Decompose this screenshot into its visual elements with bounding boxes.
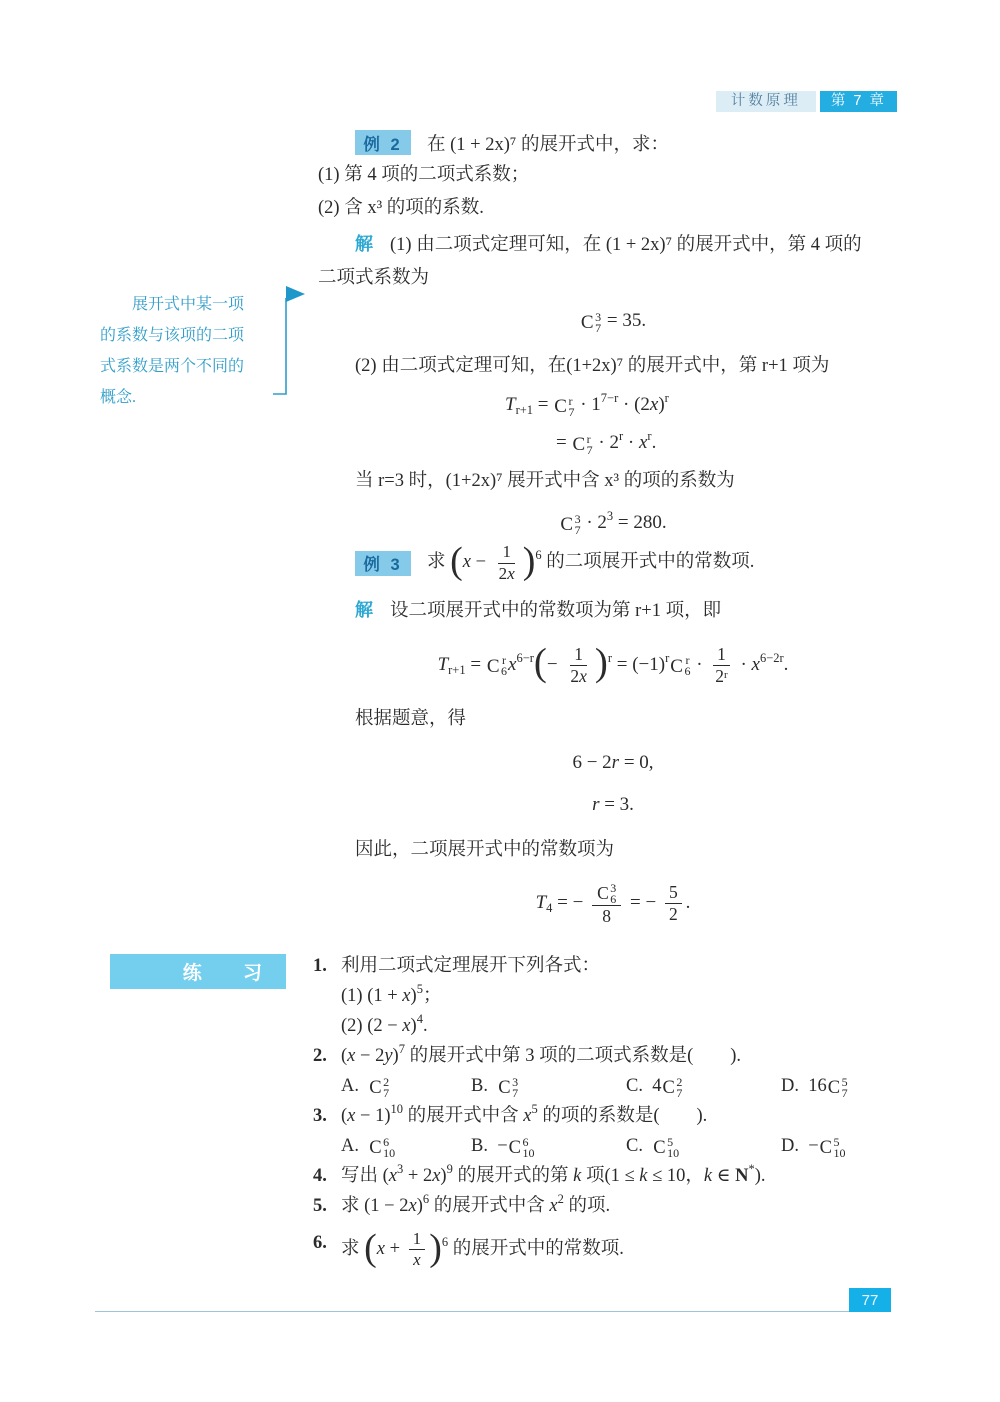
exercise-1-sub-1: [313, 982, 913, 1011]
margin-note: [100, 289, 250, 413]
example-2-intro: 在 (1 + 2x)⁷ 的展开式中，求：: [427, 134, 669, 155]
example-2-when-line: 当 r=3 时，(1+2x)⁷ 展开式中含 x³ 的项的系数为: [355, 471, 735, 491]
exercise-3: [313, 1102, 913, 1131]
solve-label: 解: [355, 600, 373, 620]
example-3-title-formula: 求 (x − $\frac{1}{2x}$ )$^6$ 的二项展开式中的常数项.: [427, 540, 755, 583]
exercise-number: 5.: [313, 1196, 327, 1216]
exercise-1-sub-2: [313, 1012, 913, 1041]
choice-a: A. C 6 10: [341, 1135, 396, 1161]
example-2-item-1: (1) 第 4 项的二项式系数；: [318, 165, 530, 185]
solve-label: 解: [355, 234, 373, 254]
example-2-part-2: (2) 由二项式定理可知，在(1+2x)⁷ 的展开式中，第 r+1 项为: [355, 356, 830, 376]
example-3-section: [318, 538, 908, 941]
exercise-1: [313, 952, 913, 981]
exercise-number: 2.: [313, 1046, 327, 1066]
exercise-2: [313, 1042, 913, 1071]
exercise-number: 1.: [313, 956, 327, 976]
exercise-text: (2) $(2 - x)^4$.: [341, 1012, 428, 1036]
choice-c: C. C 5 10: [626, 1135, 680, 1161]
exercise-text: 利用二项式定理展开下列各式：: [341, 956, 601, 976]
solution-text: (1) 由二项式定理可知，在 (1 + 2x)⁷ 的展开式中，第 4 项的: [390, 235, 862, 255]
exercise-number: 6.: [313, 1233, 327, 1253]
margin-note-text: 展开式中某一项的系数与该项的二项式系数是两个不同的概念.: [100, 296, 245, 406]
exercise-text: (1) $(1 + x)^5$；: [341, 982, 442, 1006]
exercise-text: $(x - 2y)^7$ 的展开式中第 3 项的二项式系数是( ).: [341, 1042, 742, 1066]
exercise-2-choices: [313, 1072, 913, 1101]
solution-text-continued: 二项式系数为: [318, 268, 430, 288]
page-number: 77: [849, 1288, 891, 1312]
exercise-banner: [110, 954, 286, 989]
example-2-heading: [318, 126, 908, 159]
example-3-heading: [318, 538, 908, 588]
exercise-5: [313, 1192, 913, 1221]
choice-d: D. 16 C 5 7: [781, 1075, 848, 1101]
formula-expansion-term: $T_{r+1}$ = C r 6 $x^{6-r}(-$ $\frac{1}{2x}$ )$^r = (-1)^r$ C r 6 · $\frac{1}{2^r}$ · $x^{6-2r}$.: [437, 641, 789, 686]
exercise-text: 求 (x + $\frac{1}{x}$ )$^6$ 的展开式中的常数项.: [341, 1226, 624, 1270]
choice-b: B. C 3 7: [471, 1075, 519, 1101]
choice-c: C. 4 C 2 7: [626, 1075, 683, 1101]
exercise-banner-label: 练 习: [182, 963, 280, 984]
flag-marker-icon: [272, 284, 308, 402]
example-3-label: 例 3: [355, 551, 411, 576]
solution-setup-text: 设二项展开式中的常数项为第 r+1 项，即: [390, 601, 722, 621]
formula-equation-1: 6 − 2r = 0,: [572, 751, 654, 773]
page-header: [0, 91, 897, 112]
unit-title-badge: 计数原理: [716, 91, 816, 112]
formula-general-term-line-1: $T_{r+1}$ = C r 7 · $1^{7-r} \cdot (2x)^r$: [505, 391, 669, 419]
example-3-basis-line: 根据题意，得: [355, 708, 467, 729]
example-3-conclusion-line: 因此，二项展开式中的常数项为: [355, 839, 615, 860]
exercise-number: 4.: [313, 1166, 327, 1186]
chapter-badge: 第 7 章: [820, 91, 897, 112]
example-2-label: 例 2: [355, 130, 411, 155]
choice-a: A. C 2 7: [341, 1075, 390, 1101]
formula-general-term-line-2: = C r 7 · $2^r \cdot x^r$.: [556, 429, 657, 457]
example-2-section: [318, 126, 908, 548]
choice-d: D. − C 5 10: [781, 1135, 846, 1161]
exercise-number: 3.: [313, 1106, 327, 1126]
exercise-section: [313, 952, 913, 1279]
example-2-solution-line: [318, 228, 908, 262]
choice-b: B. − C 6 10: [471, 1135, 535, 1161]
formula-coefficient-280: C 3 7 · $2^3 = 280$.: [560, 509, 667, 537]
exercise-4: [313, 1162, 913, 1191]
exercise-text: 写出 $(x^3 + 2x)^9$ 的展开式的第 k 项(1 ≤ k ≤ 10，k ∈ N*).: [341, 1162, 766, 1186]
exercise-6: [313, 1222, 913, 1278]
exercise-text: 求 $(1 - 2x)^6$ 的展开式中含 $x^2$ 的项.: [341, 1192, 611, 1216]
formula-binomial-coefficient: C 3 7 = 35.: [580, 309, 647, 335]
formula-equation-2: r = 3.: [592, 793, 634, 815]
example-2-item-2: (2) 含 x³ 的项的系数.: [318, 198, 484, 218]
footer-rule: [95, 1311, 891, 1312]
example-3-solution-line: [318, 594, 908, 628]
formula-constant-term-result: $T_4$ = − C 3 6 8 = − $\frac{5}{2}$ .: [535, 880, 691, 926]
exercise-text: $(x - 1)^{10}$ 的展开式中含 $x^5$ 的项的系数是( ).: [341, 1102, 708, 1126]
exercise-3-choices: [313, 1132, 913, 1161]
